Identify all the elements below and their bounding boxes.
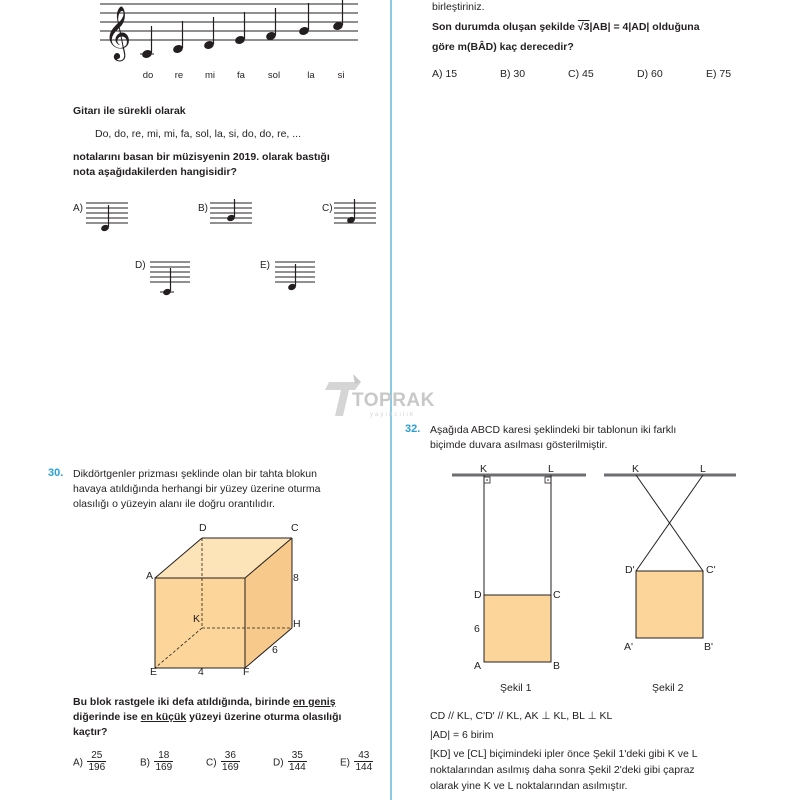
note-label: sol bbox=[267, 70, 281, 81]
q30-option-a: A) $\frac{25}{196}$ bbox=[73, 750, 106, 773]
question-32-number: 32. bbox=[405, 423, 421, 435]
option-c-staff bbox=[334, 199, 378, 235]
q30-option-d: D) $\frac{35}{144}$ bbox=[273, 750, 306, 773]
fig2-d-label: D' bbox=[625, 564, 635, 576]
right-top-line2: göre m(BÂD) kaç derecedir? bbox=[432, 41, 574, 53]
depth-label: 6 bbox=[272, 644, 278, 656]
q32-fact-1: CD // KL, C'D' // KL, AK ⊥ KL, BL ⊥ KL bbox=[430, 710, 613, 722]
fig1-k-label: K bbox=[480, 463, 488, 475]
q32-text-line2: biçimde duvara asılması gösterilmiştir. bbox=[430, 439, 608, 451]
option-e-staff bbox=[273, 258, 317, 298]
right-top-line1: Son durumda oluşan şekilde √3|AB| = 4|AD| olduğuna bbox=[432, 21, 700, 33]
q32-fact-5: olarak yine K ve L noktalarından asılmıştır. bbox=[430, 780, 628, 792]
option-a-staff bbox=[86, 199, 130, 235]
fig2-caption: Şekil 2 bbox=[652, 682, 684, 694]
vertex-f-label: F bbox=[243, 666, 250, 678]
q30-question: Bu blok rastgele iki defa atıldığında, birinde en geniş diğerinde ise en küçük yüzeyi üzerine oturma olasılığı kaçtır? bbox=[73, 696, 342, 738]
fig2-a-label: A' bbox=[624, 641, 634, 653]
music-question-line1: notalarını basan bir müzisyenin 2019. olarak bastığı bbox=[73, 151, 330, 163]
vertex-h-label: H bbox=[293, 618, 301, 630]
q30-text-line2: havaya atıldığında herhangi bir yüzey üzerine oturma bbox=[73, 483, 321, 495]
right-top-option-d: D) 60 bbox=[637, 68, 663, 80]
note-label: do bbox=[142, 70, 154, 81]
q30-option-e: E) $\frac{43}{144}$ bbox=[340, 750, 373, 773]
q30-text-line3: olasılığı o yüzeyin alanı ile doğru orantılıdır. bbox=[73, 498, 275, 510]
q32-fact-4: noktalarından asılmış daha sonra Şekil 2'deki gibi çapraz bbox=[430, 764, 695, 776]
music-intro: Gitarı ile sürekli olarak bbox=[73, 105, 186, 117]
fig2-k-label: K bbox=[632, 463, 640, 475]
option-d-staff bbox=[148, 258, 192, 298]
fig1-d-label: D bbox=[474, 589, 482, 601]
fig2-l-label: L bbox=[700, 463, 706, 475]
figure-2-crossed-square bbox=[600, 465, 740, 665]
right-top-option-b: B) 30 bbox=[500, 68, 526, 80]
fig2-b-label: B' bbox=[704, 641, 714, 653]
option-c-label: C) bbox=[322, 203, 333, 214]
option-b-label: B) bbox=[198, 203, 208, 214]
watermark-sub: yayıncılık bbox=[370, 412, 416, 418]
q32-fact-3: [KD] ve [CL] biçimindeki ipler önce Şekil 1'deki gibi K ve L bbox=[430, 748, 698, 760]
width-label: 4 bbox=[198, 666, 204, 678]
fig1-caption: Şekil 1 bbox=[500, 682, 532, 694]
option-e-label: E) bbox=[260, 260, 270, 271]
fig1-c-label: C bbox=[553, 589, 561, 601]
option-b-staff bbox=[210, 199, 254, 235]
fig1-b-label: B bbox=[553, 660, 561, 672]
vertex-k-label: K bbox=[193, 613, 201, 625]
question-30-number: 30. bbox=[48, 467, 64, 479]
q30-option-c: C) $\frac{36}{169}$ bbox=[206, 750, 239, 773]
figure-1-hanging-square bbox=[450, 465, 590, 675]
note-label: fa bbox=[237, 70, 245, 81]
watermark-brand: TOPRAK bbox=[352, 390, 435, 411]
vertex-d-label: D bbox=[199, 522, 207, 534]
option-d-label: D) bbox=[135, 260, 146, 271]
right-top-line0: birleştiriniz. bbox=[432, 1, 485, 13]
fig1-side-label: 6 bbox=[474, 623, 480, 635]
vertex-a-label: A bbox=[146, 570, 154, 582]
right-top-option-a: A) 15 bbox=[432, 68, 458, 80]
note-label: mi bbox=[204, 70, 216, 81]
music-sequence: Do, do, re, mi, mi, fa, sol, la, si, do, do, re, ... bbox=[95, 128, 301, 140]
music-question-line2: nota aşağıdakilerden hangisidir? bbox=[73, 166, 237, 178]
vertex-e-label: E bbox=[150, 666, 158, 678]
note-label: la bbox=[307, 70, 315, 81]
fig1-l-label: L bbox=[548, 463, 554, 475]
fig2-c-label: C' bbox=[706, 564, 716, 576]
height-label: 8 bbox=[293, 572, 299, 584]
right-top-option-c: C) 45 bbox=[568, 68, 594, 80]
right-top-option-e: E) 75 bbox=[706, 68, 732, 80]
vertex-c-label: C bbox=[291, 522, 299, 534]
option-a-label: A) bbox=[73, 203, 83, 214]
fig1-a-label: A bbox=[474, 660, 482, 672]
q32-text-line1: Aşağıda ABCD karesi şeklindeki bir tablonun iki farklı bbox=[430, 424, 677, 436]
note-label: re bbox=[174, 70, 184, 81]
q32-fact-2: |AD| = 6 birim bbox=[430, 729, 494, 741]
note-label: si bbox=[337, 70, 345, 81]
q30-option-b: B) $\frac{18}{169}$ bbox=[140, 750, 173, 773]
rectangular-prism-diagram bbox=[140, 520, 310, 680]
svg-text:𝄞: 𝄞 bbox=[104, 5, 132, 59]
q30-text-line1: Dikdörtgenler prizması şeklinde olan bir tahta blokun bbox=[73, 468, 317, 480]
music-staff bbox=[100, 0, 360, 70]
